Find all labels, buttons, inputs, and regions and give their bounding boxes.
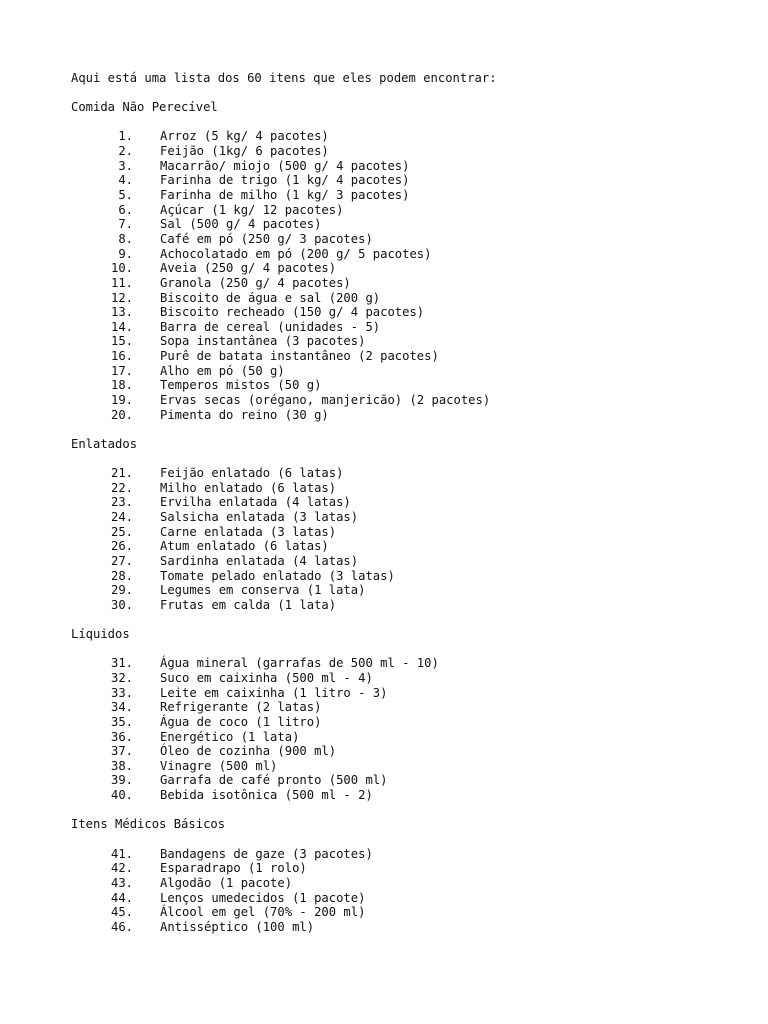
section-list bbox=[71, 129, 751, 422]
list-item-number: 28. bbox=[110, 568, 133, 583]
list-item bbox=[71, 320, 751, 335]
list-item-text: Água de coco (1 litro) bbox=[160, 714, 322, 729]
list-item-number: 38. bbox=[110, 758, 133, 773]
list-item bbox=[71, 700, 751, 715]
list-item-text: Sardinha enlatada (4 latas) bbox=[160, 553, 359, 568]
list-item bbox=[71, 261, 751, 276]
list-item-text: Bandagens de gaze (3 pacotes) bbox=[160, 846, 373, 861]
list-item-number: 11. bbox=[110, 275, 133, 290]
list-item-text: Purê de batata instantâneo (2 pacotes) bbox=[160, 349, 439, 364]
list-item-text: Álcool em gel (70% - 200 ml) bbox=[160, 905, 366, 920]
list-item-text: Feijão (1kg/ 6 pacotes) bbox=[160, 144, 329, 159]
list-item-text: Carne enlatada (3 latas) bbox=[160, 524, 337, 539]
list-item-text: Sopa instantânea (3 pacotes) bbox=[160, 334, 366, 349]
list-item-number: 37. bbox=[110, 744, 133, 759]
list-item-text: Aveia (250 g/ 4 pacotes) bbox=[160, 261, 337, 276]
list-item-number: 39. bbox=[110, 773, 133, 788]
section-list bbox=[71, 656, 751, 802]
list-item-number: 45. bbox=[110, 905, 133, 920]
list-item-text: Óleo de cozinha (900 ml) bbox=[160, 744, 337, 759]
list-item bbox=[71, 656, 751, 671]
list-item-text: Temperos mistos (50 g) bbox=[160, 378, 322, 393]
list-item-number: 33. bbox=[110, 685, 133, 700]
list-item-number: 1. bbox=[118, 129, 133, 144]
section-heading: Enlatados bbox=[71, 436, 138, 451]
list-item-number: 26. bbox=[110, 539, 133, 554]
list-item-text: Ervas secas (orégano, manjericão) (2 pacotes) bbox=[160, 393, 491, 407]
list-item-text: Macarrão/ miojo (500 g/ 4 pacotes) bbox=[160, 158, 410, 173]
list-item-number: 12. bbox=[110, 290, 133, 305]
list-item-text: Biscoito de água e sal (200 g) bbox=[160, 290, 381, 305]
list-item bbox=[71, 276, 751, 291]
document-body bbox=[71, 71, 751, 949]
list-item-number: 34. bbox=[110, 700, 133, 715]
list-item-number: 5. bbox=[118, 188, 133, 203]
list-item bbox=[71, 129, 751, 144]
list-item bbox=[71, 715, 751, 730]
list-item-number: 44. bbox=[110, 890, 133, 905]
list-item-number: 15. bbox=[110, 334, 133, 349]
list-item-text: Pimenta do reino (30 g) bbox=[160, 407, 329, 422]
list-item-text: Atum enlatado (6 latas) bbox=[160, 539, 329, 554]
list-item-number: 6. bbox=[118, 202, 133, 217]
list-item-text: Farinha de milho (1 kg/ 3 pacotes) bbox=[160, 188, 410, 203]
list-item bbox=[71, 305, 751, 320]
list-item bbox=[71, 861, 751, 876]
list-item bbox=[71, 554, 751, 569]
list-item-number: 43. bbox=[110, 875, 133, 890]
list-item-number: 35. bbox=[110, 714, 133, 729]
section-heading: Líquidos bbox=[71, 627, 130, 642]
intro-text: Aqui está uma lista dos 60 itens que eles podem encontrar: bbox=[71, 71, 497, 85]
list-item bbox=[71, 481, 751, 496]
list-item-number: 4. bbox=[118, 173, 133, 188]
list-item-number: 10. bbox=[110, 261, 133, 276]
list-item-text: Granola (250 g/ 4 pacotes) bbox=[160, 275, 351, 290]
list-item-text: Suco em caixinha (500 ml - 4) bbox=[160, 670, 373, 685]
list-item bbox=[71, 466, 751, 481]
list-item-number: 14. bbox=[110, 319, 133, 334]
list-item-text: Milho enlatado (6 latas) bbox=[160, 480, 337, 495]
list-item-text: Legumes em conserva (1 lata) bbox=[160, 583, 366, 598]
list-item bbox=[71, 247, 751, 262]
list-item-number: 7. bbox=[118, 217, 133, 232]
list-item bbox=[71, 773, 751, 788]
list-item-text: Água mineral (garrafas de 500 ml - 10) bbox=[160, 656, 439, 671]
list-item-text: Frutas em calda (1 lata) bbox=[160, 597, 337, 612]
list-item-text: Lenços umedecidos (1 pacote) bbox=[160, 890, 366, 905]
list-item bbox=[71, 671, 751, 686]
list-item-number: 2. bbox=[118, 144, 133, 159]
list-item-text: Refrigerante (2 latas) bbox=[160, 700, 322, 715]
list-item-number: 42. bbox=[110, 861, 133, 876]
list-item-number: 13. bbox=[110, 305, 133, 320]
list-item bbox=[71, 349, 751, 364]
list-item bbox=[71, 144, 751, 159]
list-item bbox=[71, 510, 751, 525]
list-item bbox=[71, 159, 751, 174]
list-item-number: 22. bbox=[110, 480, 133, 495]
list-item bbox=[71, 203, 751, 218]
list-item-text: Esparadrapo (1 rolo) bbox=[160, 861, 307, 876]
list-item-number: 30. bbox=[110, 597, 133, 612]
list-item-number: 24. bbox=[110, 510, 133, 525]
list-item bbox=[71, 569, 751, 584]
list-item-text: Ervilha enlatada (4 latas) bbox=[160, 495, 351, 510]
section-list bbox=[71, 847, 751, 935]
list-item-text: Tomate pelado enlatado (3 latas) bbox=[160, 568, 395, 583]
list-item-number: 16. bbox=[110, 349, 133, 364]
list-item bbox=[71, 583, 751, 598]
list-item bbox=[71, 788, 751, 803]
list-item-number: 21. bbox=[110, 466, 133, 481]
list-item-number: 46. bbox=[110, 919, 133, 934]
list-item-number: 40. bbox=[110, 788, 133, 803]
list-item bbox=[71, 744, 751, 759]
list-item bbox=[71, 920, 751, 935]
list-item-number: 9. bbox=[118, 246, 133, 261]
list-item-number: 25. bbox=[110, 524, 133, 539]
list-item-text: Açúcar (1 kg/ 12 pacotes) bbox=[160, 202, 344, 217]
list-item-text: Antisséptico (100 ml) bbox=[160, 919, 315, 934]
list-item-number: 36. bbox=[110, 729, 133, 744]
list-item-text: Vinagre (500 ml) bbox=[160, 758, 278, 773]
list-item-number: 18. bbox=[110, 378, 133, 393]
list-item-text: Salsicha enlatada (3 latas) bbox=[160, 510, 359, 525]
list-item bbox=[71, 188, 751, 203]
list-item-text: Café em pó (250 g/ 3 pacotes) bbox=[160, 231, 373, 246]
list-item bbox=[71, 173, 751, 188]
list-item-text: Alho em pó (50 g) bbox=[160, 363, 285, 378]
list-item bbox=[71, 905, 751, 920]
list-item bbox=[71, 408, 751, 423]
list-item bbox=[71, 378, 751, 393]
list-item bbox=[71, 217, 751, 232]
list-item-text: Barra de cereal (unidades - 5) bbox=[160, 319, 381, 334]
list-item-number: 3. bbox=[118, 158, 133, 173]
list-item bbox=[71, 364, 751, 379]
list-item-number: 23. bbox=[110, 495, 133, 510]
list-item-text: Farinha de trigo (1 kg/ 4 pacotes) bbox=[160, 173, 410, 188]
list-item-number: 29. bbox=[110, 583, 133, 598]
section-list bbox=[71, 466, 751, 612]
list-item bbox=[71, 730, 751, 745]
list-item bbox=[71, 876, 751, 891]
list-item bbox=[71, 334, 751, 349]
list-item-text: Bebida isotônica (500 ml - 2) bbox=[160, 788, 373, 803]
list-item-text: Achocolatado em pó (200 g/ 5 pacotes) bbox=[160, 246, 432, 261]
section-heading: Itens Médicos Básicos bbox=[71, 817, 226, 832]
list-item bbox=[71, 686, 751, 701]
list-item-text: Sal (500 g/ 4 pacotes) bbox=[160, 217, 322, 232]
list-item-text: Leite em caixinha (1 litro - 3) bbox=[160, 685, 388, 700]
list-item-text: Algodão (1 pacote) bbox=[160, 875, 293, 890]
list-item bbox=[71, 539, 751, 554]
list-item bbox=[71, 232, 751, 247]
list-item bbox=[71, 891, 751, 906]
list-item-number: 8. bbox=[118, 231, 133, 246]
list-item-number: 17. bbox=[110, 363, 133, 378]
list-item-number: 31. bbox=[110, 656, 133, 671]
list-item bbox=[71, 291, 751, 306]
list-item bbox=[71, 598, 751, 613]
list-item bbox=[71, 393, 751, 408]
sections-container bbox=[71, 100, 751, 934]
list-item-number: 19. bbox=[110, 393, 133, 407]
list-item bbox=[71, 847, 751, 862]
list-item-number: 41. bbox=[110, 846, 133, 861]
list-item-number: 32. bbox=[110, 670, 133, 685]
list-item-text: Arroz (5 kg/ 4 pacotes) bbox=[160, 129, 329, 144]
section-heading: Comida Não Perecível bbox=[71, 100, 218, 115]
list-item bbox=[71, 525, 751, 540]
list-item-number: 20. bbox=[110, 407, 133, 422]
list-item-number: 27. bbox=[110, 553, 133, 568]
list-item-text: Garrafa de café pronto (500 ml) bbox=[160, 773, 388, 788]
list-item bbox=[71, 759, 751, 774]
list-item-text: Feijão enlatado (6 latas) bbox=[160, 466, 344, 481]
list-item bbox=[71, 495, 751, 510]
list-item-text: Energético (1 lata) bbox=[160, 729, 300, 744]
list-item-text: Biscoito recheado (150 g/ 4 pacotes) bbox=[160, 305, 425, 320]
